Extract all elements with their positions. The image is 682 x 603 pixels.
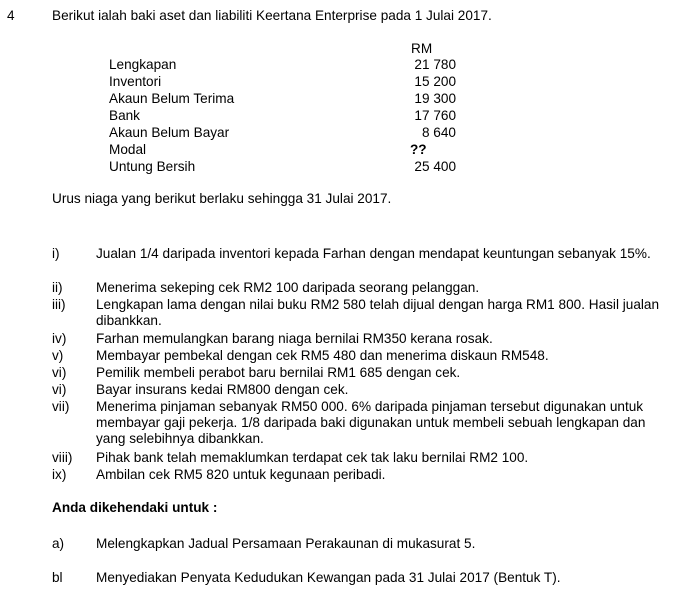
account-label: Lengkapan xyxy=(109,57,177,72)
account-label: Akaun Belum Terima xyxy=(109,91,235,106)
account-value: 19 300 xyxy=(414,91,456,106)
transaction-text: Lengkapan lama dengan nilai buku RM2 580 telah dijual dengan harga RM1 800. Hasil jualan dibankkan. xyxy=(96,297,660,328)
account-value: 17 760 xyxy=(414,108,456,123)
transaction-number: ix) xyxy=(52,467,67,482)
requirement-text: Menyediakan Penyata Kedudukan Kewangan pada 31 Julai 2017 (Bentuk T). xyxy=(96,570,561,585)
requirements-title: Anda dikehendaki untuk : xyxy=(52,500,218,515)
transaction-text: Ambilan cek RM5 820 untuk kegunaan peribadi. xyxy=(96,467,386,482)
account-label: Akaun Belum Bayar xyxy=(109,125,230,140)
transaction-text: Membayar pembekal dengan cek RM5 480 dan menerima diskaun RM548. xyxy=(96,348,549,363)
transactions-intro: Urus niaga yang berikut berlaku sehingga 31 Julai 2017. xyxy=(52,191,392,206)
transaction-number: vii) xyxy=(52,399,70,414)
transaction-text: Pihak bank telah memaklumkan terdapat cek tak laku bernilai RM2 100. xyxy=(96,450,529,465)
transaction-text: Jualan 1/4 daripada inventori kepada Farhan dengan mendapat keuntungan sebanyak 15%. xyxy=(96,246,651,261)
requirement-number: bl xyxy=(52,570,63,585)
transaction-number: vi) xyxy=(52,382,67,397)
transaction-number: iii) xyxy=(52,297,66,312)
account-value: ?? xyxy=(410,142,427,157)
transaction-text: Menerima pinjaman sebanyak RM50 000. 6% daripada pinjaman tersebut digunakan untuk membayar gaji pekerja. 1/8 daripada baki digunakan untuk membeli sebuah lengkapan dan yang selebihnya dibankkan. xyxy=(96,399,646,446)
account-value: 8 640 xyxy=(421,125,456,140)
transaction-text: Bayar insurans kedai RM800 dengan cek. xyxy=(96,382,349,397)
account-label: Modal xyxy=(109,142,147,157)
account-label: Untung Bersih xyxy=(109,159,196,174)
transaction-number: iv) xyxy=(52,331,67,346)
requirement-text: Melengkapkan Jadual Persamaan Perakaunan di mukasurat 5. xyxy=(96,536,476,551)
transaction-number: viii) xyxy=(52,450,73,465)
transaction-text: Farhan memulangkan barang niaga bernilai RM350 kerana rosak. xyxy=(96,331,493,346)
question-number: 4 xyxy=(7,8,15,23)
requirement-number: a) xyxy=(52,536,65,551)
currency-header: RM xyxy=(411,41,433,56)
account-label: Bank xyxy=(109,108,140,123)
transaction-number: ii) xyxy=(52,280,63,295)
account-label: Inventori xyxy=(109,74,162,89)
transaction-text: Pemilik membeli perabot baru bernilai RM1 685 dengan cek. xyxy=(96,365,461,380)
account-value: 25 400 xyxy=(414,159,456,174)
transaction-number: v) xyxy=(52,348,64,363)
account-value: 21 780 xyxy=(414,57,456,72)
transaction-number: vi) xyxy=(52,365,67,380)
transaction-number: i) xyxy=(52,246,60,261)
transaction-text: Menerima sekeping cek RM2 100 daripada seorang pelanggan. xyxy=(96,280,480,295)
account-value: 15 200 xyxy=(414,74,456,89)
intro-text: Berikut ialah baki aset dan liabiliti Keertana Enterprise pada 1 Julai 2017. xyxy=(52,8,492,23)
